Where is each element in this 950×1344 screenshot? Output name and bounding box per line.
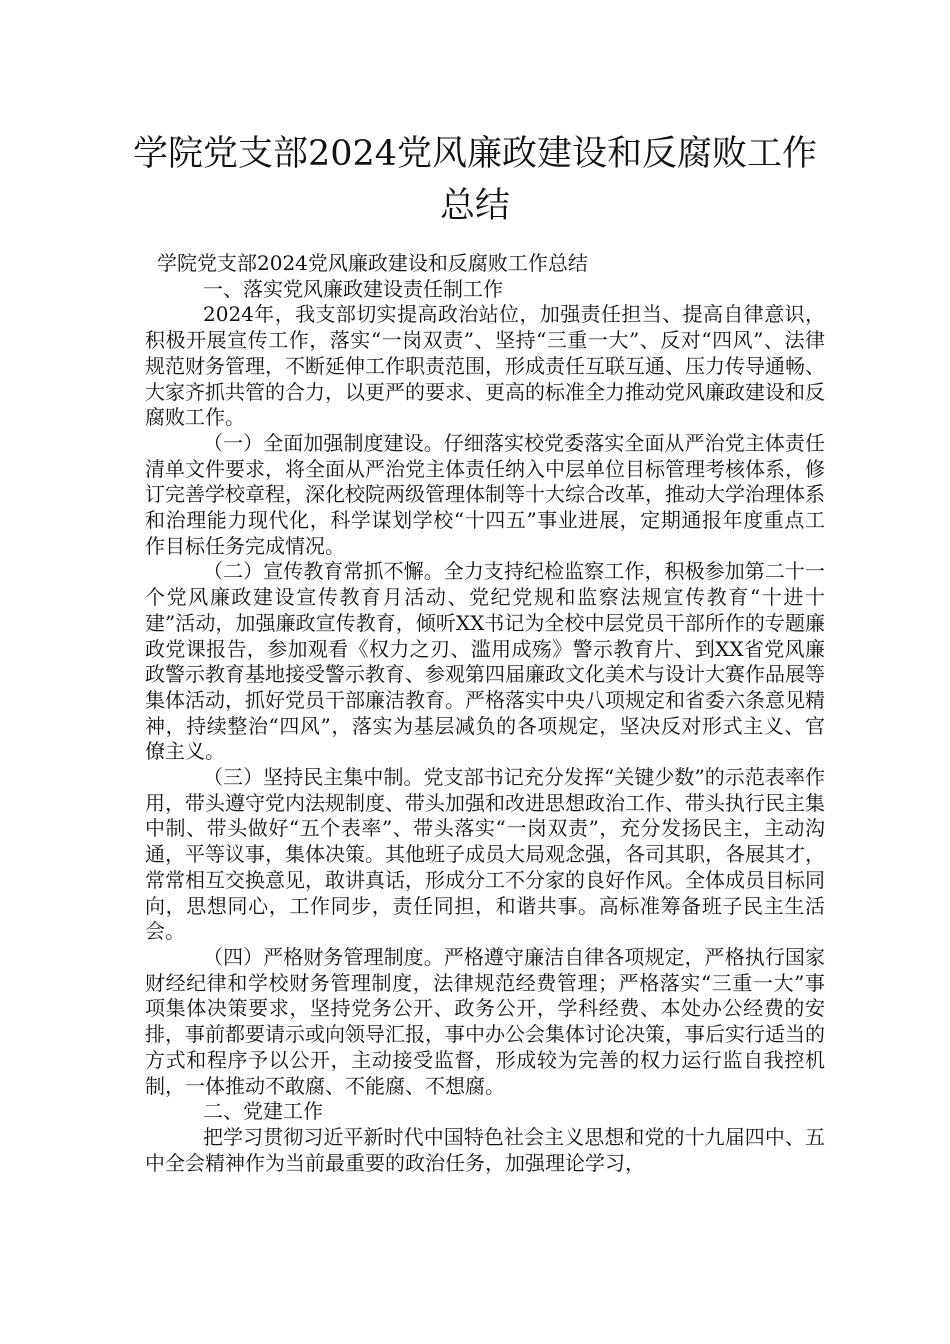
paragraph: （二）宣传教育常抓不懈。全力支持纪检监察工作，积极参加第二十一个党风廉政建设宣传教育月活动、党纪党规和监察法规宣传教育“十进十建”活动，加强廉政宣传教育，倾听XX书记为全校中层党员干部所作的专题廉政党课报告，参加观看《权力之刃、滥用成殇》警示教育片、到XX省党风廉政警示教育基地接受警示教育、参观第四届廉政文化美术与设计大赛作品展等集体活动，抓好党员干部廉洁教育。严格落实中央八项规定和省委六条意见精神，持续整治“四风”，落实为基层减负的各项规定，坚决反对形式主义、官僚主义。	[145, 559, 825, 764]
paragraph: 2024年，我支部切实提高政治站位，加强责任担当、提高自律意识，积极开展宣传工作，落实“一岗双责”、坚持“三重一大”、反对“四风”、法律规范财务管理，不断延伸工作职责范围，形成责任互联互通、压力传导通畅、大家齐抓共管的合力，以更严的要求、更高的标准全力推动党风廉政建设和反腐败工作。	[145, 302, 825, 430]
document-body	[145, 251, 825, 1176]
paragraph: 把学习贯彻习近平新时代中国特色社会主义思想和党的十九届四中、五中全会精神作为当前最重要的政治任务，加强理论学习，	[145, 1124, 825, 1175]
section-heading: 一、落实党风廉政建设责任制工作	[203, 276, 503, 301]
document-title: 学院党支部2024党风廉政建设和反腐败工作总结	[132, 134, 818, 226]
document-subtitle: 学院党支部2024党风廉政建设和反腐败工作总结	[157, 251, 588, 275]
paragraph: （四）严格财务管理制度。严格遵守廉洁自律各项规定，严格执行国家财经纪律和学校财务管理制度，法律规范经费管理；严格落实“三重一大”事项集体决策要求，坚持党务公开、政务公开，学科经费、本处办公经费的安排，事前都要请示或向领导汇报，事中办公会集体讨论决策，事后实行适当的方式和程序予以公开，主动接受监督，形成较为完善的权力运行监自我控机制，一体推动不敢腐、不能腐、不想腐。	[145, 944, 825, 1098]
paragraph: （一）全面加强制度建设。仔细落实校党委落实全面从严治党主体责任清单文件要求，将全面从严治党主体责任纳入中层单位目标管理考核体系，修订完善学校章程，深化校院两级管理体制等十大综合改革，推动大学治理体系和治理能力现代化，科学谋划学校“十四五”事业进展，定期通报年度重点工作目标任务完成情况。	[145, 430, 825, 558]
section-heading: 二、党建工作	[203, 1099, 323, 1124]
paragraph: （三）坚持民主集中制。党支部书记充分发挥“关键少数”的示范表率作用，带头遵守党内法规制度、带头加强和改进思想政治工作、带头执行民主集中制、带头做好“五个表率”、带头落实“一岗双责”，充分发扬民主，主动沟通，平等议事，集体决策。其他班子成员大局观念强，各司其职，各展其才，常常相互交换意见，敢讲真话，形成分工不分家的良好作风。全体成员目标同向，思想同心，工作同步，责任同担，和谐共事。高标准筹备班子民主生活会。	[145, 765, 825, 944]
